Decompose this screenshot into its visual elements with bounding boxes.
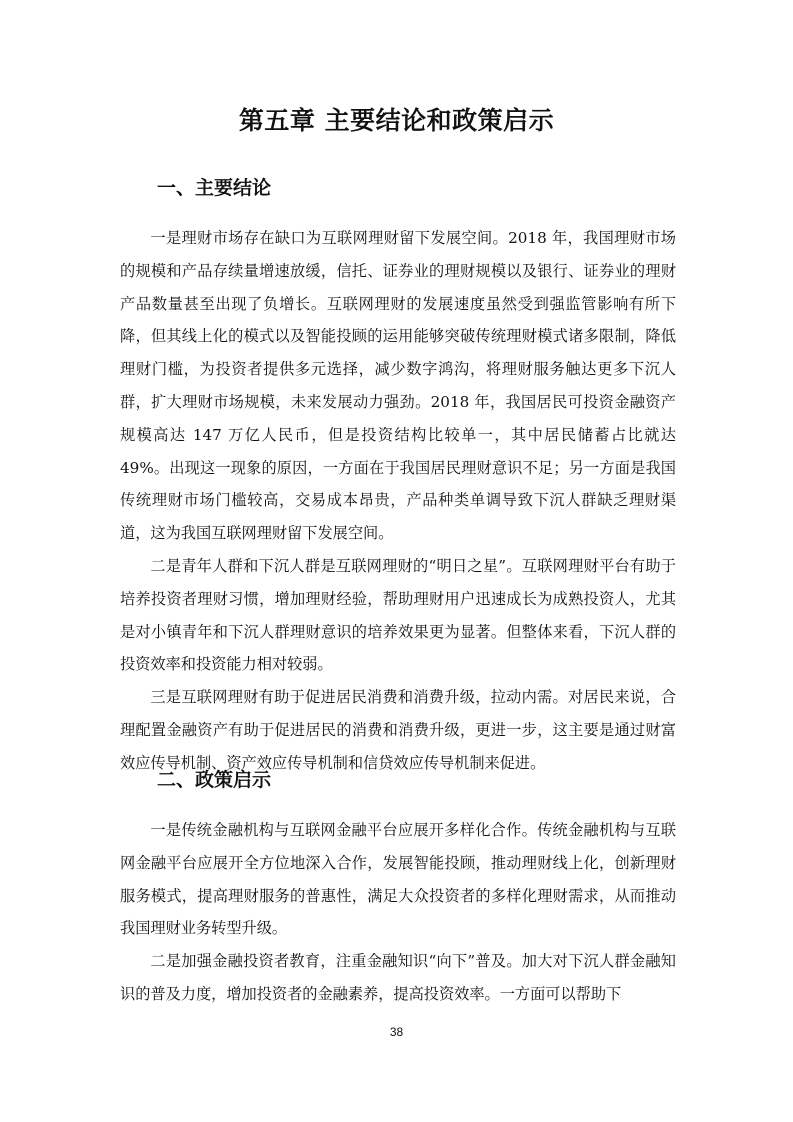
paragraph: 三是互联网理财有助于促进居民消费和消费升级，拉动内需。对居民来说，合理配置金融资产有助于促进居民的消费和消费升级，更进一步，这主要是通过财富效应传导机制、资产效应传导机制和信贷效应传导机制来促进。 bbox=[120, 688, 676, 772]
paragraph: 二是青年人群和下沉人群是互联网理财的“明日之星”。互联网理财平台有助于培养投资者理财习惯，增加理财经验，帮助理财用户迅速成长为成熟投资人，尤其是对小镇青年和下沉人群理财意识的培养效果更为显著。但整体来看，下沉人群的投资效率和投资能力相对较弱。 bbox=[120, 556, 676, 674]
paragraph: 一是理财市场存在缺口为互联网理财留下发展空间。2018 年，我国理财市场的规模和产品存续量增速放缓，信托、证券业的理财规模以及银行、证券业的理财产品数量甚至出现了负增长。互联网理财的发展速度虽然受到强监管影响有所下降，但其线上化的模式以及智能投顾的运用能够突破传统理财模式诸多限制，降低理财门槛，为投资者提供多元选择，减少数字鸿沟，将理财服务触达更多下沉人群，扩大理财市场规模，未来发展动力强劲。2018 年，我国居民可投资金融资产规模高达 147 万亿人民币，但是投资结构比较单一，其中居民储蓄占比就达49%。出现这一现象的原因，一方面在于我国居民理财意识不足；另一方面是我国传统理财市场门槛较高，交易成本昂贵，产品种类单调导致下沉人群缺乏理财渠道，这为我国互联网理财留下发展空间。 bbox=[120, 229, 676, 543]
section-heading-conclusions: 一、主要结论 bbox=[157, 177, 272, 199]
paragraph: 二是加强金融投资者教育，注重金融知识“向下”普及。加大对下沉人群金融知识的普及力度，增加投资者的金融素养，提高投资效率。一方面可以帮助下 bbox=[120, 952, 676, 1003]
section-body-policy bbox=[120, 814, 676, 1011]
section-body-conclusions bbox=[120, 222, 676, 780]
paragraph: 一是传统金融机构与互联网金融平台应展开多样化合作。传统金融机构与互联网金融平台应展开全方位地深入合作，发展智能投顾，推动理财线上化，创新理财服务模式，提高理财服务的普惠性，满足大众投资者的多样化理财需求，从而推动我国理财业务转型升级。 bbox=[120, 821, 676, 938]
page-number: 38 bbox=[389, 1025, 404, 1039]
chapter-title: 第五章 主要结论和政策启示 bbox=[238, 106, 555, 135]
section-heading-policy: 二、政策启示 bbox=[157, 769, 272, 791]
